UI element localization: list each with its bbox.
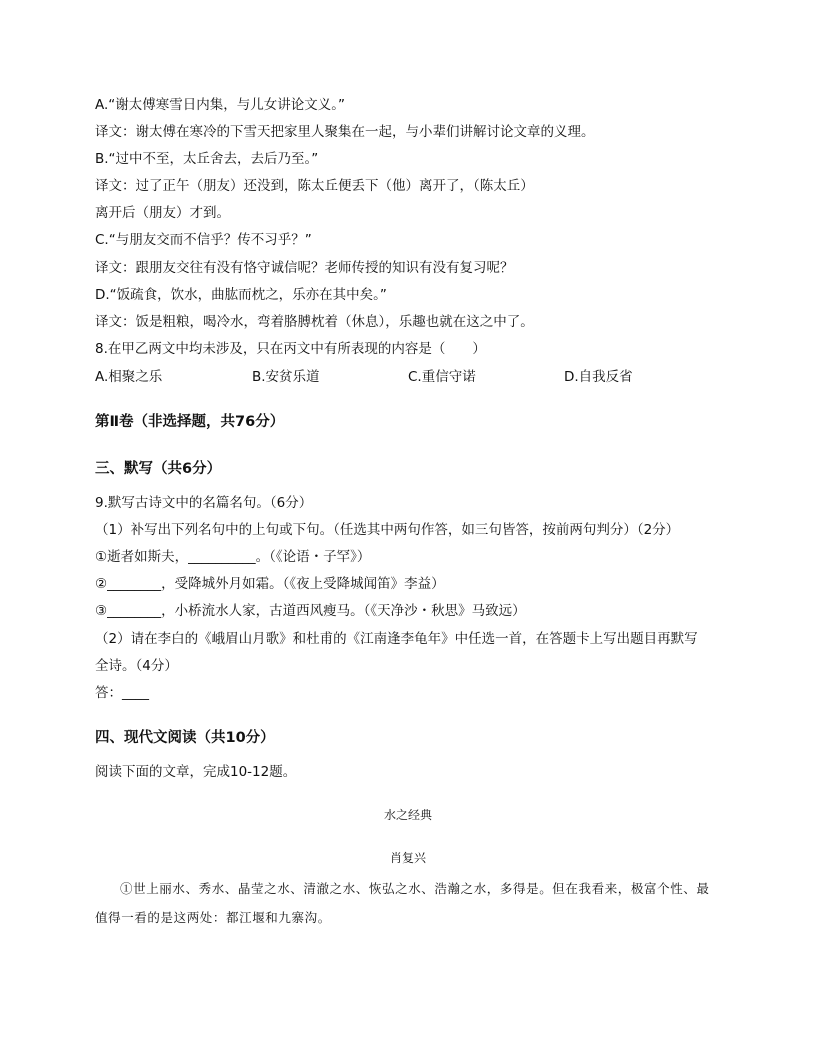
q7-option-d-translation: 译文：饭是粗粮，喝冷水，弯着胳膊枕着（休息），乐趣也就在这之中了。 bbox=[95, 314, 534, 330]
article-title: 水之经典 bbox=[383, 808, 432, 822]
q7-option-b: B.“过中不至，太丘舍去，去后乃至。” bbox=[95, 151, 319, 167]
q7-option-a-translation: 译文：谢太傅在寒冷的下雪天把家里人聚集在一起，与小辈们讲解讨论文章的义理。 bbox=[95, 124, 595, 140]
q9-item1: ①逝者如斯夫，__________。（《论语・子罕》） bbox=[95, 549, 371, 565]
reading-intro: 阅读下面的文章，完成10-12题。 bbox=[95, 764, 297, 780]
section4-title: 四、现代文阅读（共10分） bbox=[95, 730, 275, 746]
q7-option-c-translation: 译文：跟朋友交往有没有恪守诚信呢？老师传授的知识有没有复习呢？ bbox=[95, 260, 514, 276]
q7-option-b-translation-line1: 译文：过了正午（朋友）还没到，陈太丘便丢下（他）离开了，（陈太丘） bbox=[95, 178, 534, 194]
q8-option-d: D.自我反省 bbox=[564, 369, 633, 385]
q8-option-a: A.相聚之乐 bbox=[95, 369, 163, 385]
q7-option-a: A.“谢太傅寒雪日内集，与儿女讲论文义。” bbox=[95, 97, 346, 113]
part2-title: 第Ⅱ卷（非选择题，共76分） bbox=[95, 414, 285, 430]
q7-option-c: C.“与朋友交而不信乎？传不习乎？” bbox=[95, 232, 312, 248]
q9-answer-blank: 答：____ bbox=[95, 685, 149, 701]
q8-stem: 8.在甲乙两文中均未涉及，只在丙文中有所表现的内容是（ ） bbox=[95, 341, 486, 357]
q9-sub2-line1: （2）请在李白的《峨眉山月歌》和杜甫的《江南逢李龟年》中任选一首，在答题卡上写出题目再默写 bbox=[95, 631, 698, 647]
q9-stem: 9.默写古诗文中的名篇名句。（6分） bbox=[95, 495, 313, 511]
q8-option-b: B.安贫乐道 bbox=[252, 369, 320, 385]
article-author: 肖复兴 bbox=[389, 851, 426, 865]
section3-title: 三、默写（共6分） bbox=[95, 461, 222, 477]
q7-option-d: D.“饭疏食，饮水，曲肱而枕之，乐亦在其中矣。” bbox=[95, 287, 387, 303]
q9-item2: ②________，受降城外月如霜。（《夜上受降城闻笛》李益） bbox=[95, 576, 445, 592]
q9-item3: ③________，小桥流水人家，古道西风瘦马。（《天净沙・秋思》马致远） bbox=[95, 603, 526, 619]
q7-option-b-translation-line2: 离开后（朋友）才到。 bbox=[95, 205, 230, 221]
q9-sub2-line2: 全诗。（4分） bbox=[95, 658, 178, 674]
q9-sub1: （1）补写出下列名句中的上句或下句。（任选其中两句作答，如三句皆答，按前两句判分）（2分） bbox=[95, 522, 680, 538]
q8-option-c: C.重信守诺 bbox=[408, 369, 476, 385]
article-paragraph-1: ①世上丽水、秀水、晶莹之水、清澈之水、恢弘之水、浩瀚之水，多得是。但在我看来，极富个性、最值得一看的是这两处：都江堰和九寨沟。 bbox=[95, 881, 710, 925]
